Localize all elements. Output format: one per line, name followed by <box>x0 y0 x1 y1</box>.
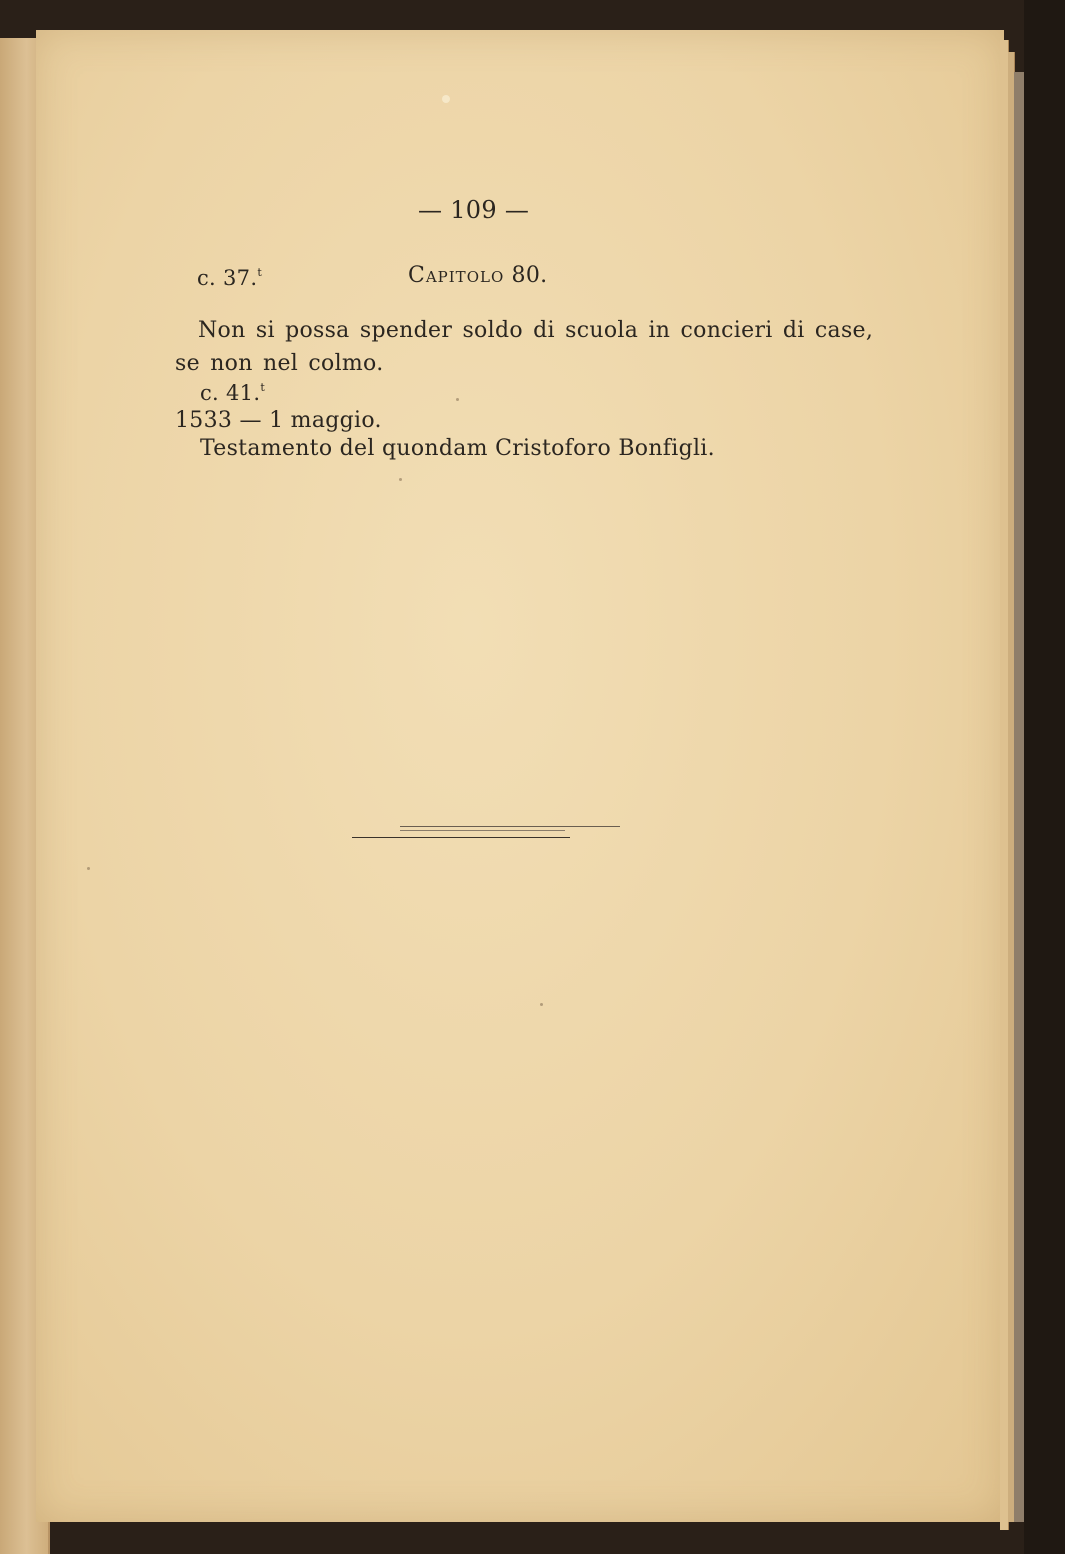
body-line: Testamento del quondam Cristoforo Bonfigli. <box>200 436 715 461</box>
folio-reference <box>200 381 265 405</box>
book-cover-edge <box>1024 0 1065 1554</box>
entry-date: 1533 — 1 maggio. <box>175 408 382 433</box>
paper-speck <box>540 1003 543 1006</box>
paper-speck <box>87 867 90 870</box>
folio-reference-text: c. 37. <box>197 266 258 290</box>
folio-reference-sup: t <box>257 266 263 279</box>
end-rule <box>400 826 620 827</box>
chapter-label: Capitolo <box>408 263 505 288</box>
body-line: Non si possa spender soldo di scuola in concieri di case, <box>198 318 874 343</box>
folio-reference <box>197 266 262 290</box>
folio-reference-sup: t <box>260 381 266 394</box>
end-rule <box>352 837 570 838</box>
page-sheet <box>36 30 1004 1522</box>
end-rule <box>400 830 565 831</box>
paper-speck <box>442 95 450 103</box>
page-number: — 109 — <box>418 196 530 224</box>
chapter-number: 80. <box>511 263 548 288</box>
body-line: se non nel colmo. <box>175 351 384 376</box>
chapter-heading <box>408 263 547 288</box>
paper-speck <box>456 398 459 401</box>
folio-reference-text: c. 41. <box>200 381 261 405</box>
paper-speck <box>399 478 402 481</box>
